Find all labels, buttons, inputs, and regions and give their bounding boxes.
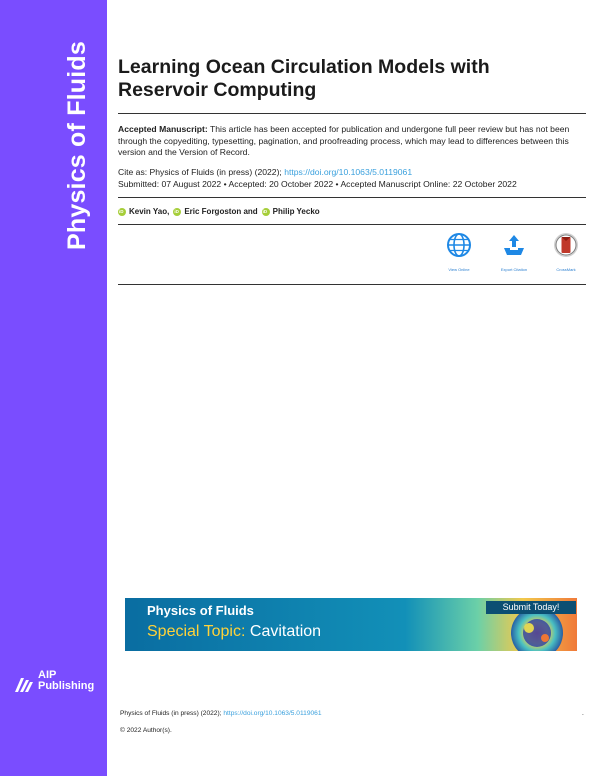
aip-logo-line1: AIP bbox=[38, 669, 57, 681]
footer-dot: . bbox=[582, 710, 584, 717]
cite-as-line bbox=[118, 167, 586, 179]
author-name[interactable]: Eric Forgoston and bbox=[184, 207, 258, 216]
banner-topic-name: Cavitation bbox=[249, 623, 322, 640]
authors-divider bbox=[118, 224, 586, 225]
footer-copyright: © 2022 Author(s). bbox=[120, 727, 172, 734]
orcid-icon[interactable] bbox=[262, 208, 270, 216]
accepted-manuscript-text: This article has been accepted for publication and undergone full peer review but has not been through the copyediting, typesetting, pagination, and proofreading process, which may lead to differences between this version and the Version of Record. bbox=[118, 124, 570, 157]
footer-citation bbox=[120, 710, 322, 717]
banner-journal-name: Physics of Fluids bbox=[147, 603, 254, 618]
author-list bbox=[118, 207, 324, 216]
footer-doi-link[interactable]: https://doi.org/10.1063/5.0119061 bbox=[223, 710, 322, 717]
accepted-manuscript-notice bbox=[118, 124, 586, 159]
aip-logo-line2: Publishing bbox=[38, 680, 95, 692]
export-citation-button[interactable] bbox=[494, 232, 534, 272]
author-2 bbox=[173, 207, 257, 216]
journal-sidebar bbox=[0, 0, 107, 776]
submission-dates: Submitted: 07 August 2022 • Accepted: 20 October 2022 • Accepted Manuscript Online: 22 October 2022 bbox=[118, 179, 517, 189]
dates-divider bbox=[118, 197, 586, 198]
tools-divider bbox=[118, 284, 586, 285]
special-topic-banner[interactable] bbox=[125, 598, 577, 651]
author-3 bbox=[262, 207, 320, 216]
orcid-icon[interactable] bbox=[118, 208, 126, 216]
accepted-manuscript-label: Accepted Manuscript: bbox=[118, 124, 208, 134]
crossmark-label: CrossMark bbox=[556, 267, 576, 272]
author-name[interactable]: Philip Yecko bbox=[272, 207, 320, 216]
aip-logo-text bbox=[38, 670, 94, 692]
doi-link[interactable]: https://doi.org/10.1063/5.0119061 bbox=[284, 167, 413, 177]
export-citation-label: Export Citation bbox=[500, 267, 528, 272]
crossmark-button[interactable] bbox=[546, 232, 586, 272]
aip-logo-icon bbox=[13, 672, 35, 694]
export-icon bbox=[501, 232, 527, 258]
title-divider bbox=[118, 113, 586, 114]
author-name[interactable]: Kevin Yao, bbox=[129, 207, 170, 216]
globe-icon bbox=[446, 232, 472, 258]
banner-topic bbox=[147, 623, 321, 641]
author-1 bbox=[118, 207, 169, 216]
footer-cite-prefix: Physics of Fluids (in press) (2022); bbox=[120, 710, 222, 717]
view-online-button[interactable] bbox=[439, 232, 479, 272]
cite-as-prefix: Cite as: Physics of Fluids (in press) (2022); bbox=[118, 167, 282, 177]
aip-publishing-logo[interactable] bbox=[13, 670, 103, 698]
journal-name-vertical: Physics of Fluids bbox=[63, 40, 91, 250]
crossmark-icon bbox=[553, 232, 579, 258]
article-title: Learning Ocean Circulation Models with Reservoir Computing bbox=[118, 56, 490, 101]
view-online-label: View Online bbox=[448, 267, 470, 272]
banner-topic-prefix: Special Topic: bbox=[147, 623, 246, 640]
submit-today-button[interactable]: Submit Today! bbox=[486, 601, 576, 614]
orcid-icon[interactable] bbox=[173, 208, 181, 216]
